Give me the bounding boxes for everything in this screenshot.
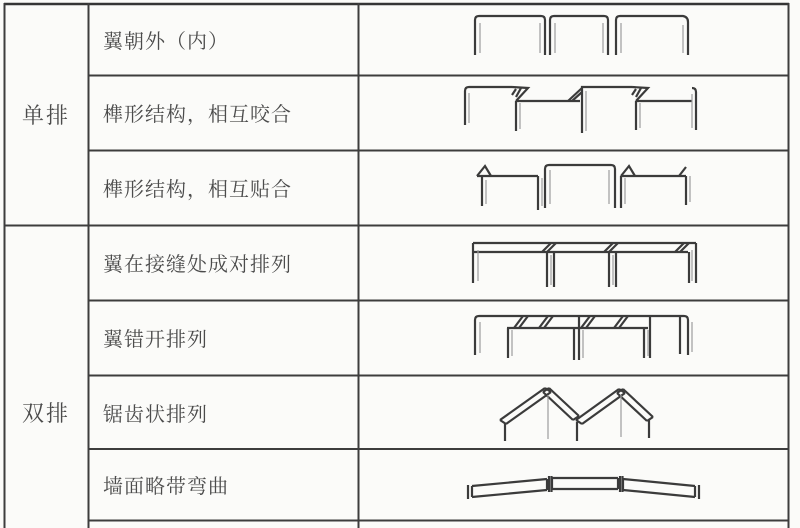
group-label-single-row: 单排: [21, 102, 70, 128]
row-description: 榫形结构，相互咬合: [103, 104, 292, 126]
slightly-curved-wall-diagram: [358, 449, 790, 520]
tenon-interlocking-diagram: [358, 75, 790, 150]
sawtooth-arrangement-diagram: [358, 375, 790, 449]
tenon-abutting-diagram: [358, 150, 790, 225]
row-description: 翼错开排列: [103, 329, 208, 351]
wings-staggered-diagram: [358, 300, 790, 375]
wings-paired-at-seams-diagram: [358, 225, 790, 300]
row-description: 榫形结构，相互贴合: [103, 179, 292, 201]
row-description: 锯齿状排列: [103, 403, 208, 426]
row-description: 翼在接缝处成对排列: [103, 254, 292, 276]
row-description: 墙面略带弯曲: [103, 476, 229, 498]
group-label-double-row: 双排: [21, 400, 70, 426]
row-description: 翼朝外（内）: [103, 30, 229, 53]
u-channels-wings-outward-diagram: [358, 3, 790, 75]
